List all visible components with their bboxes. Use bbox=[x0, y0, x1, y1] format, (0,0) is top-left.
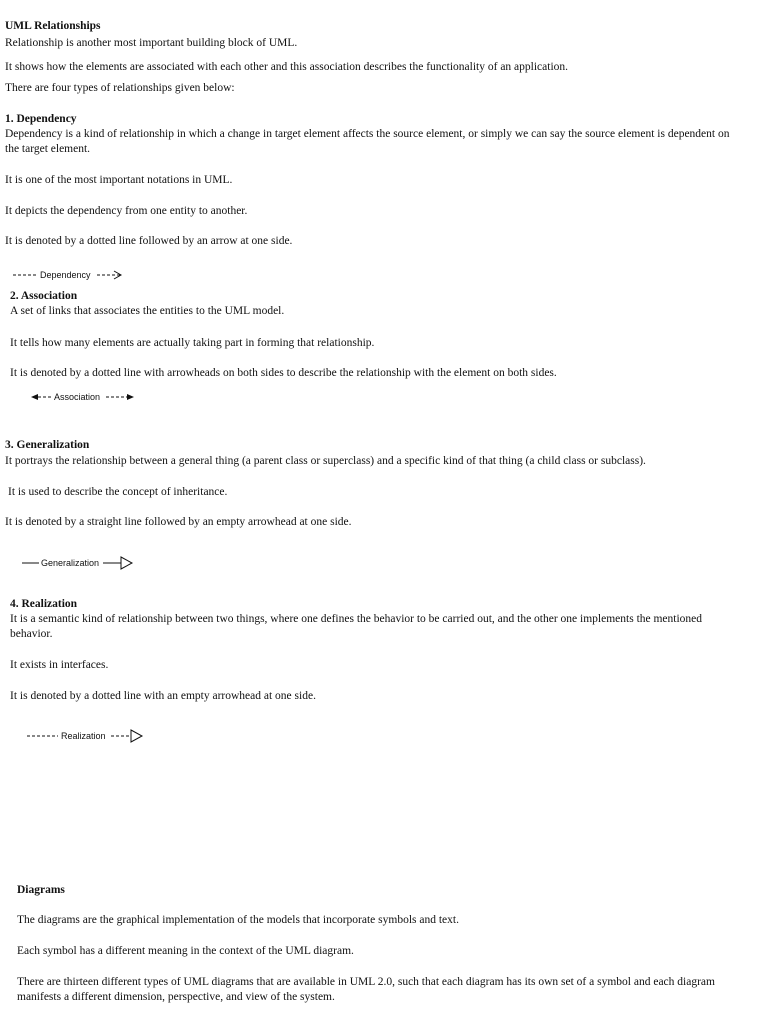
association-heading: 2. Association bbox=[10, 290, 78, 302]
dependency-diagram-label: Dependency bbox=[40, 270, 91, 280]
generalization-paragraph: It is used to describe the concept of inheritance. bbox=[8, 486, 228, 498]
dependency-heading: 1. Dependency bbox=[5, 113, 77, 125]
association-paragraph: It tells how many elements are actually taking part in forming that relationship. bbox=[10, 337, 375, 349]
realization-diagram-label: Realization bbox=[61, 731, 106, 741]
dependency-paragraph: It is denoted by a dotted line followed by an arrow at one side. bbox=[5, 235, 293, 247]
page-title: UML Relationships bbox=[5, 20, 101, 32]
generalization-heading: 3. Generalization bbox=[5, 439, 90, 451]
realization-heading: 4. Realization bbox=[10, 598, 78, 610]
association-diagram-label: Association bbox=[54, 392, 101, 402]
realization-paragraph: It is a semantic kind of relationship between two things, where one defines the behavior to be carried out, and the other one implements the mentioned behavior. bbox=[10, 613, 703, 640]
generalization-diagram-label: Generalization bbox=[41, 558, 100, 568]
realization-paragraph: It exists in interfaces. bbox=[10, 659, 109, 671]
diagrams-paragraph: The diagrams are the graphical implementation of the models that incorporate symbols and text. bbox=[17, 914, 459, 926]
intro-paragraph: Relationship is another most important building block of UML. bbox=[5, 37, 298, 49]
generalization-paragraph: It portrays the relationship between a general thing (a parent class or superclass) and a specific kind of that thing (a child class or subclass). bbox=[5, 455, 646, 467]
realization-paragraph: It is denoted by a dotted line with an empty arrowhead at one side. bbox=[10, 690, 316, 702]
association-paragraph: It is denoted by a dotted line with arrowheads on both sides to describe the relationship with the element on both sides. bbox=[10, 367, 557, 379]
association-paragraph: A set of links that associates the entities to the UML model. bbox=[10, 305, 285, 317]
dependency-paragraph: It is one of the most important notations in UML. bbox=[5, 174, 233, 186]
generalization-paragraph: It is denoted by a straight line followed by an empty arrowhead at one side. bbox=[5, 516, 352, 528]
intro-paragraph: There are four types of relationships given below: bbox=[5, 82, 235, 94]
diagrams-heading: Diagrams bbox=[17, 884, 65, 896]
diagrams-paragraph: Each symbol has a different meaning in the context of the UML diagram. bbox=[17, 945, 354, 957]
intro-paragraph: It shows how the elements are associated with each other and this association describes the functionality of an application. bbox=[5, 61, 569, 73]
dependency-paragraph: It depicts the dependency from one entity to another. bbox=[5, 205, 248, 217]
diagrams-paragraph: There are thirteen different types of UML diagrams that are available in UML 2.0, such that each diagram has its own set of a symbol and each diagram manifests a different dimension, perspective, and view of the system. bbox=[17, 976, 715, 1003]
dependency-paragraph: Dependency is a kind of relationship in which a change in target element affects the source element, or simply we can say the source element is dependent on the target element. bbox=[5, 128, 730, 155]
